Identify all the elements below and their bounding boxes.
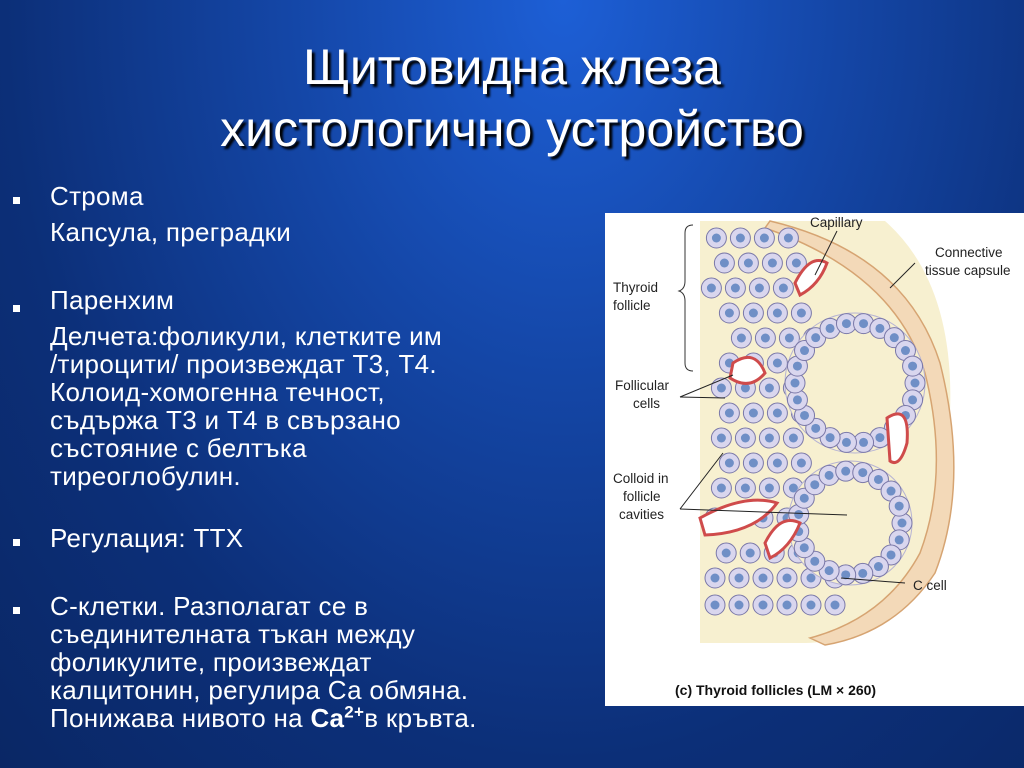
label-c-cell: C cell xyxy=(913,578,947,593)
cell-nucleus xyxy=(736,234,745,243)
figure-caption: (c) Thyroid follicles (LM × 260) xyxy=(675,682,877,698)
label-colloid-in: Colloid in xyxy=(613,471,669,486)
label-capillary: Capillary xyxy=(810,215,863,230)
title-line-1: Щитовидна жлеза xyxy=(303,39,721,95)
cell-nucleus xyxy=(825,566,834,575)
cell-nucleus xyxy=(800,346,809,355)
cell-nucleus xyxy=(741,434,750,443)
cell-nucleus xyxy=(789,434,798,443)
cell-nucleus xyxy=(811,424,820,433)
cell-nucleus xyxy=(749,409,758,418)
cell-nucleus xyxy=(807,574,816,583)
label-follicle: follicle xyxy=(613,298,651,313)
thyroid-histology-figure xyxy=(605,213,1024,706)
cell-nucleus xyxy=(765,384,774,393)
cell-nucleus xyxy=(749,309,758,318)
cell-nucleus xyxy=(898,519,907,528)
cell-nucleus xyxy=(783,601,792,610)
square-bullet-icon xyxy=(13,607,20,614)
cell-nucleus xyxy=(842,438,851,447)
slide-title xyxy=(0,36,1024,160)
cell-nucleus xyxy=(760,234,769,243)
cell-nucleus xyxy=(859,319,868,328)
cell-nucleus xyxy=(722,549,731,558)
cell-nucleus xyxy=(908,362,917,371)
cell-nucleus xyxy=(725,309,734,318)
cell-nucleus xyxy=(875,433,884,442)
cell-nucleus xyxy=(810,480,819,489)
cell-nucleus xyxy=(791,379,800,388)
cell-nucleus xyxy=(794,510,803,519)
bullet-detail: съединителната тъкан между xyxy=(50,619,416,649)
bullet-detail: калцитонин, регулира Са обмяна. xyxy=(50,675,469,705)
cell-nucleus xyxy=(901,346,910,355)
cell-nucleus xyxy=(792,259,801,268)
bullet-heading: Строма xyxy=(50,181,144,211)
label-follicle-2: follicle xyxy=(623,489,661,504)
cell-nucleus xyxy=(725,409,734,418)
cell-nucleus xyxy=(765,484,774,493)
cell-nucleus xyxy=(725,459,734,468)
cell-nucleus xyxy=(911,379,920,388)
cell-nucleus xyxy=(890,333,899,342)
bullet-detail: /тироцити/ произвеждат Т3, Т4. xyxy=(50,349,437,379)
calcium-symbol: Ca xyxy=(310,703,345,733)
cell-nucleus xyxy=(858,468,867,477)
cell-nucleus xyxy=(895,535,904,544)
square-bullet-icon xyxy=(13,539,20,546)
ion-suffix: в кръвта. xyxy=(364,703,477,733)
cell-nucleus xyxy=(807,601,816,610)
label-cells: cells xyxy=(633,396,661,411)
cell-nucleus xyxy=(797,459,806,468)
label-thyroid: Thyroid xyxy=(613,280,659,295)
cell-nucleus xyxy=(711,601,720,610)
cell-nucleus xyxy=(720,259,729,268)
bullet-detail: Капсула, преградки xyxy=(50,217,292,247)
cell-nucleus xyxy=(800,494,809,503)
cell-nucleus xyxy=(749,459,758,468)
cell-nucleus xyxy=(735,574,744,583)
histology-drawing xyxy=(605,213,1024,706)
cell-nucleus xyxy=(759,574,768,583)
cell-nucleus xyxy=(825,471,834,480)
cell-nucleus xyxy=(793,395,802,404)
cell-nucleus xyxy=(842,319,851,328)
cell-nucleus xyxy=(874,562,883,571)
label-tissue-capsule: tissue capsule xyxy=(925,263,1011,278)
follicle-bracket xyxy=(679,225,693,371)
cell-nucleus xyxy=(765,434,774,443)
cell-nucleus xyxy=(735,601,744,610)
bullet-detail: Делчета:фоликули, клетките им xyxy=(50,321,443,351)
cell-nucleus xyxy=(811,333,820,342)
cell-nucleus xyxy=(793,362,802,371)
cell-nucleus xyxy=(895,502,904,511)
cell-nucleus xyxy=(887,550,896,559)
bullet-detail: тиреоглобулин. xyxy=(50,461,241,491)
cell-nucleus xyxy=(773,459,782,468)
cell-nucleus xyxy=(707,284,716,293)
bullet-heading: Регулация: ТТХ xyxy=(50,523,244,553)
cell-nucleus xyxy=(773,409,782,418)
bullet-detail-text: Понижава нивото на xyxy=(50,703,303,733)
label-cavities: cavities xyxy=(619,507,665,522)
calcium-charge: 2+ xyxy=(344,702,365,722)
cell-nucleus xyxy=(797,309,806,318)
label-follicular: Follicular xyxy=(615,378,670,393)
bullet-detail: съдържа Т3 и Т4 в свързано xyxy=(50,405,401,435)
cell-nucleus xyxy=(746,549,755,558)
cell-nucleus xyxy=(744,259,753,268)
cell-nucleus xyxy=(800,543,809,552)
cell-nucleus xyxy=(785,334,794,343)
cell-nucleus xyxy=(841,467,850,476)
cell-nucleus xyxy=(874,475,883,484)
cell-nucleus xyxy=(800,411,809,420)
cell-nucleus xyxy=(887,487,896,496)
cell-nucleus xyxy=(759,601,768,610)
cell-nucleus xyxy=(859,438,868,447)
bullet-detail-last xyxy=(50,704,477,732)
cell-nucleus xyxy=(831,601,840,610)
cell-nucleus xyxy=(779,284,788,293)
cell-nucleus xyxy=(717,484,726,493)
cell-nucleus xyxy=(875,324,884,333)
cell-nucleus xyxy=(755,284,764,293)
cell-nucleus xyxy=(741,484,750,493)
cell-nucleus xyxy=(858,569,867,578)
cell-nucleus xyxy=(712,234,721,243)
cell-nucleus xyxy=(711,574,720,583)
cell-nucleus xyxy=(717,434,726,443)
title-line-2: хистологично устройство xyxy=(220,101,804,157)
square-bullet-icon xyxy=(13,305,20,312)
bullet-detail: състояние с белтъка xyxy=(50,433,307,463)
cell-nucleus xyxy=(761,334,770,343)
cell-nucleus xyxy=(908,395,917,404)
bullet-heading: С-клетки. Разполагат се в xyxy=(50,591,369,621)
cell-nucleus xyxy=(810,557,819,566)
bullet-detail: фоликулите, произвеждат xyxy=(50,647,372,677)
bullet-detail: Колоид-хомогенна течност, xyxy=(50,377,385,407)
cell-nucleus xyxy=(783,574,792,583)
cell-nucleus xyxy=(737,334,746,343)
cell-nucleus xyxy=(731,284,740,293)
bullet-heading: Паренхим xyxy=(50,285,175,315)
cell-nucleus xyxy=(773,309,782,318)
cell-nucleus xyxy=(826,433,835,442)
cell-nucleus xyxy=(826,324,835,333)
cell-nucleus xyxy=(773,359,782,368)
label-connective: Connective xyxy=(935,245,1003,260)
square-bullet-icon xyxy=(13,197,20,204)
cell-nucleus xyxy=(784,234,793,243)
cell-nucleus xyxy=(768,259,777,268)
cell-nucleus xyxy=(717,384,726,393)
